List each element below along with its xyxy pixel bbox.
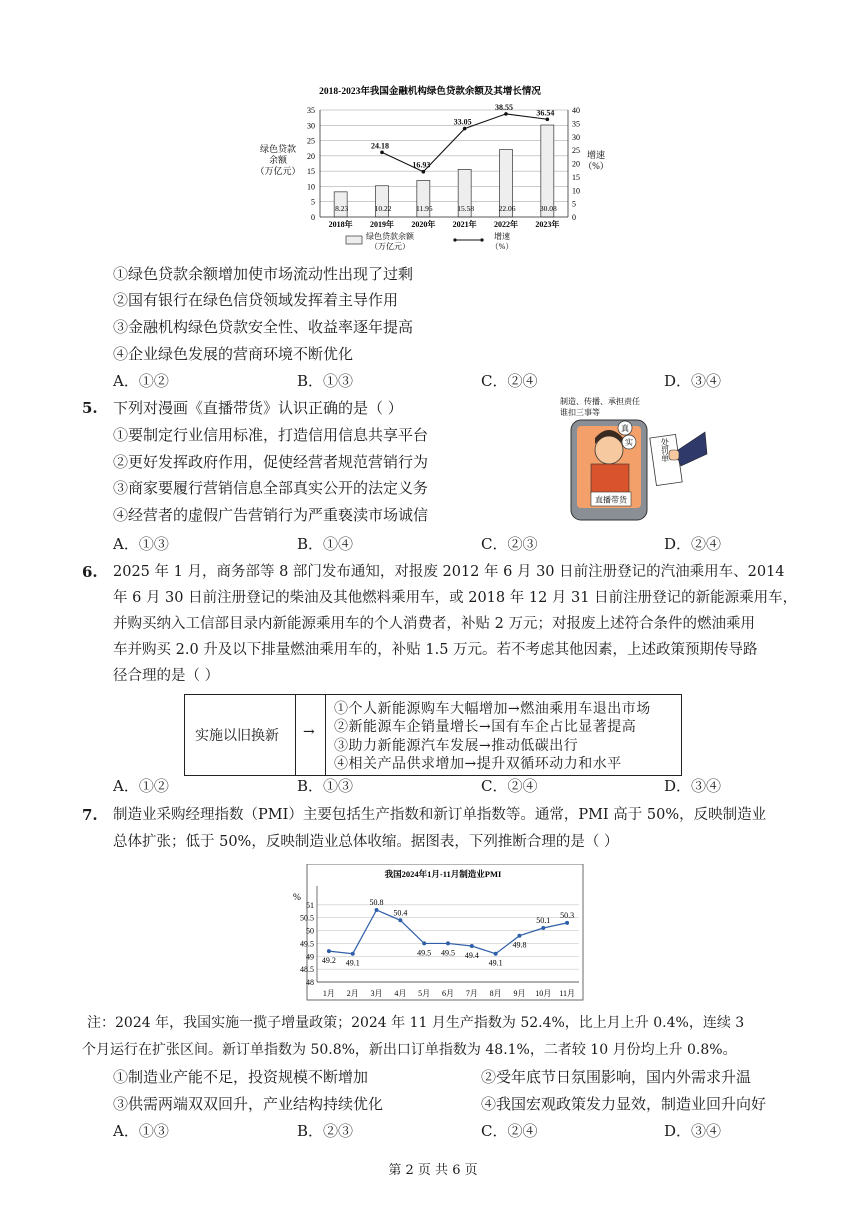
flow-left-label: 实施以旧换新 — [195, 728, 279, 744]
q7-stem-line-1: 制造业采购经理指数（PMI）主要包括生产指数和新订单指数等。通常，PMI 高于 50%，反映制造业 — [113, 807, 767, 823]
pmi-data-label: 49.1 — [488, 958, 503, 968]
pmi-xtick: 2月 — [346, 989, 359, 998]
chart1-ytick-right: 30 — [572, 132, 580, 142]
q4-option-b[interactable]: B．①③ — [297, 372, 354, 390]
q6-number: 6. — [82, 563, 98, 581]
chart1-legend-bar-label-2: （万亿元） — [370, 242, 410, 251]
chart1-ytick-right: 15 — [572, 172, 580, 182]
chart1-growth-label: 38.55 — [495, 102, 513, 112]
chart1-ytick-right: 20 — [572, 159, 580, 169]
chart1-title: 2018-2023年我国金融机构绿色贷款余额及其增长情况 — [319, 87, 541, 97]
pmi-xtick: 4月 — [394, 989, 407, 998]
cartoon-tag-shi: 实 — [625, 438, 633, 447]
pmi-point — [398, 918, 402, 922]
pmi-data-label: 49.2 — [321, 956, 336, 966]
chart1-bar-label: 8.23 — [335, 204, 349, 213]
q5-option-b[interactable]: B．①④ — [297, 535, 354, 553]
chart1-ytick-left: 0 — [311, 213, 315, 222]
pmi-ytick: 50 — [306, 926, 314, 936]
flow-item-1: ①个人新能源购车大幅增加→燃油乘用车退出市场 — [334, 701, 651, 717]
flow-item-4: ④相关产品供求增加→提升双循环动力和水平 — [334, 756, 622, 772]
pmi-xtick: 11月 — [559, 989, 575, 998]
q4-statement-3: ③金融机构绿色贷款安全性、收益率逐年提高 — [113, 318, 414, 336]
chart1-ylabel-right-line: 增速 — [586, 150, 606, 160]
green-loan-chart — [250, 80, 610, 260]
q6-stem-line-1: 2025 年 1 月，商务部等 8 部门发布通知，对报废 2012 年 6 月 30 日前注册登记的汽油乘用车、2014 — [113, 564, 785, 580]
chart1-bar-label: 22.06 — [498, 204, 516, 213]
q6-option-b[interactable]: B．①③ — [297, 777, 354, 795]
chart1-bar-label: 15.58 — [457, 204, 475, 213]
chart1-bar-label: 10.22 — [374, 204, 392, 213]
chart1-legend-line-dot — [453, 238, 456, 241]
chart1-ytick-right: 25 — [572, 146, 580, 156]
chart1-ytick-left: 15 — [307, 167, 315, 177]
pmi-point — [422, 941, 426, 945]
pmi-data-label: 49.5 — [417, 948, 432, 958]
chart1-legend-line-dot — [480, 238, 483, 241]
chart1-ylabel-left-line: 余额 — [268, 155, 288, 165]
q5-stem: 下列对漫画《直播带货》认识正确的是（ ） — [113, 399, 403, 417]
chart1-ylabel-left-line: （万亿元） — [255, 166, 301, 176]
pmi-ytick: 48 — [306, 978, 314, 987]
pmi-data-label: 49.8 — [512, 940, 527, 950]
cartoon-penalty-paper: 处罚单 — [660, 438, 670, 462]
chart1-ytick-left: 5 — [311, 197, 315, 207]
chart1-ytick-left: 10 — [307, 182, 315, 192]
q7-option-a[interactable]: A．①③ — [113, 1122, 169, 1140]
q5-option-c[interactable]: C．②③ — [481, 535, 538, 553]
pmi-data-label: 49.1 — [345, 958, 360, 968]
chart1-xtick: 2020年 — [411, 220, 436, 229]
pmi-chart — [283, 864, 585, 1004]
cartoon-caption-line-2: 谁扣三事等 — [560, 408, 600, 417]
pmi-xtick: 10月 — [535, 989, 552, 998]
chart1-ytick-right: 10 — [572, 186, 580, 196]
pmi-data-label: 50.3 — [560, 910, 575, 920]
chart1-growth-point — [380, 151, 384, 155]
q7-option-d[interactable]: D．③④ — [664, 1122, 722, 1140]
chart1-ytick-right: 5 — [572, 199, 576, 209]
q7-option-b[interactable]: B．②③ — [297, 1122, 354, 1140]
page-footer: 第 2 页 共 6 页 — [388, 1163, 478, 1178]
chart1-ylabel-right-line: （%） — [583, 161, 609, 171]
pmi-point — [494, 952, 498, 956]
pmi-point — [351, 952, 355, 956]
chart1-ytick-right: 0 — [572, 213, 576, 222]
pmi-point — [517, 934, 521, 938]
chart1-xtick: 2022年 — [494, 220, 518, 229]
q7-note-line-1: 注：2024 年，我国实施一揽子增量政策；2024 年 11 月生产指数为 52.4%，比上月上升 0.4%，连续 3 — [87, 1015, 745, 1031]
pmi-xtick: 7月 — [465, 989, 478, 998]
q5-option-d[interactable]: D．②④ — [664, 535, 722, 553]
pmi-xtick: 1月 — [322, 989, 335, 998]
chart1-growth-label: 24.18 — [371, 141, 389, 151]
chart1-xtick: 2019年 — [370, 220, 394, 229]
q5-statement-2: ②更好发挥政府作用，促使经营者规范营销行为 — [113, 453, 429, 471]
pmi-point — [565, 921, 569, 925]
q7-statement-4: ④我国宏观政策发力显效，制造业回升向好 — [481, 1095, 767, 1113]
q5-number: 5. — [82, 399, 98, 417]
q7-statement-2: ②受年底节日氛围影响，国内外需求升温 — [481, 1068, 752, 1086]
chart1-bar-label: 11.95 — [416, 204, 433, 213]
chart1-growth-label: 16.93 — [412, 160, 431, 170]
chart1-xtick: 2018年 — [328, 220, 353, 229]
q5-statement-1: ①要制定行业信用标准，打造信用信息共享平台 — [113, 426, 429, 444]
q4-statement-2: ②国有银行在绿色信贷领域发挥着主导作用 — [113, 291, 399, 309]
pmi-xtick: 3月 — [370, 989, 383, 998]
chart1-legend-bar-label-1: 绿色贷款余额 — [366, 232, 414, 241]
q4-option-d[interactable]: D．③④ — [664, 372, 722, 390]
q5-statement-3: ③商家要履行营销信息全部真实公开的法定义务 — [113, 479, 429, 497]
chart1-legend-line-label-2: （%） — [490, 242, 514, 251]
chart1-ytick-left: 20 — [307, 151, 315, 161]
pmi-point — [470, 944, 474, 948]
q5-statement-4: ④经营者的虚假广告营销行为严重亵渎市场诚信 — [113, 506, 429, 524]
q7-note-line-2: 个月运行在扩张区间。新订单指数为 50.8%，新出口订单指数为 48.1%，二者较 10 月份均上升 0.8%。 — [82, 1042, 737, 1058]
cartoon-tag-zhen: 真 — [621, 424, 629, 433]
chart1-growth-point — [546, 117, 550, 121]
flow-arrow: → — [303, 724, 315, 740]
chart1-legend-line-label-1: 增速 — [494, 232, 510, 241]
q4-option-c[interactable]: C．②④ — [481, 372, 538, 390]
q6-option-a[interactable]: A．①② — [113, 777, 169, 795]
chart1-ytick-left: 25 — [307, 136, 315, 146]
chart1-ytick-left: 35 — [307, 106, 315, 115]
cartoon-screen-label: 直播带货 — [595, 495, 627, 505]
flow-item-2: ②新能源车企销量增长→国有车企占比显著提高 — [334, 719, 637, 735]
pmi-ytick: 50.5 — [300, 913, 314, 923]
policy-flow-box — [184, 694, 682, 776]
pmi-xtick: 6月 — [442, 989, 454, 998]
pmi-ytick: 49 — [306, 952, 314, 962]
pmi-y-unit: % — [293, 893, 301, 903]
pmi-xtick: 9月 — [513, 989, 526, 998]
chart1-growth-label: 33.05 — [453, 117, 472, 127]
q7-number: 7. — [82, 806, 98, 824]
cartoon-caption-line-1: 制造、传播、承担责任 — [560, 397, 640, 406]
q6-option-c[interactable]: C．②④ — [481, 777, 538, 795]
pmi-data-label: 50.1 — [536, 916, 551, 925]
pmi-point — [375, 908, 379, 912]
pmi-xtick: 8月 — [489, 989, 502, 998]
pmi-ytick: 51 — [306, 900, 314, 910]
q6-stem-line-2: 年 6 月 30 日前注册登记的柴油及其他燃料乘用车，或 2018 年 12 月 31 日前注册登记的新能源乘用车， — [113, 590, 798, 606]
pmi-point — [327, 949, 331, 953]
chart1-xtick: 2023年 — [535, 220, 560, 229]
pmi-ytick: 48.5 — [300, 965, 314, 975]
q7-statement-1: ①制造业产能不足，投资规模不断增加 — [113, 1068, 369, 1086]
q6-stem-line-4: 车并购买 2.0 升及以下排量燃油乘用车的，补贴 1.5 万元。若不考虑其他因素，上述政策预期传导路 — [113, 642, 758, 658]
pmi-data-label: 50.8 — [369, 898, 384, 907]
q7-stem-line-2: 总体扩张；低于 50%，反映制造业总体收缩。据图表，下列推断合理的是（ ） — [113, 834, 619, 850]
chart1-xtick: 2021年 — [452, 220, 477, 229]
q6-option-d[interactable]: D．③④ — [664, 777, 722, 795]
chart1-ytick-right: 35 — [572, 119, 580, 129]
chart1-growth-point — [463, 127, 467, 131]
chart1-legend-bar-swatch — [346, 236, 362, 244]
q5-option-a[interactable]: A．①③ — [113, 535, 169, 553]
pmi-data-label: 49.4 — [464, 951, 479, 960]
chart1-ytick-right: 40 — [572, 106, 580, 115]
pmi-chart-title: 我国2024年1月-11月制造业PMI — [384, 869, 502, 879]
q6-stem-line-5: 径合理的是（ ） — [113, 668, 220, 684]
q4-statement-4: ④企业绿色发展的营商环境不断优化 — [113, 345, 354, 363]
chart1-bar-label: 30.08 — [539, 204, 557, 213]
flow-item-3: ③助力新能源汽车发展→推动低碳出行 — [334, 738, 579, 754]
pmi-xtick: 5月 — [418, 989, 431, 998]
q4-option-a[interactable]: A．①② — [113, 372, 169, 390]
pmi-point — [446, 941, 450, 945]
chart1-ylabel-left-line: 绿色贷款 — [259, 144, 297, 154]
livestream-cartoon — [555, 392, 710, 527]
pmi-data-label: 49.5 — [441, 948, 455, 958]
chart1-growth-label: 36.54 — [536, 108, 555, 118]
q6-stem-line-3: 并购买纳入工信部目录内新能源乘用车的个人消费者，补贴 2 万元；对报废上述符合条件的燃油乘用 — [113, 616, 755, 632]
chart1-growth-point — [504, 112, 508, 116]
chart1-ytick-left: 30 — [307, 121, 315, 131]
pmi-ytick: 49.5 — [300, 939, 314, 949]
chart1-growth-point — [422, 170, 426, 174]
pmi-data-label: 50.4 — [393, 908, 408, 918]
pmi-point — [541, 926, 545, 930]
q7-option-c[interactable]: C．②④ — [481, 1122, 538, 1140]
q7-statement-3: ③供需两端双双回升，产业结构持续优化 — [113, 1095, 384, 1113]
pmi-chart-frame — [307, 864, 583, 1000]
q4-statement-1: ①绿色贷款余额增加使市场流动性出现了过剩 — [113, 265, 414, 283]
